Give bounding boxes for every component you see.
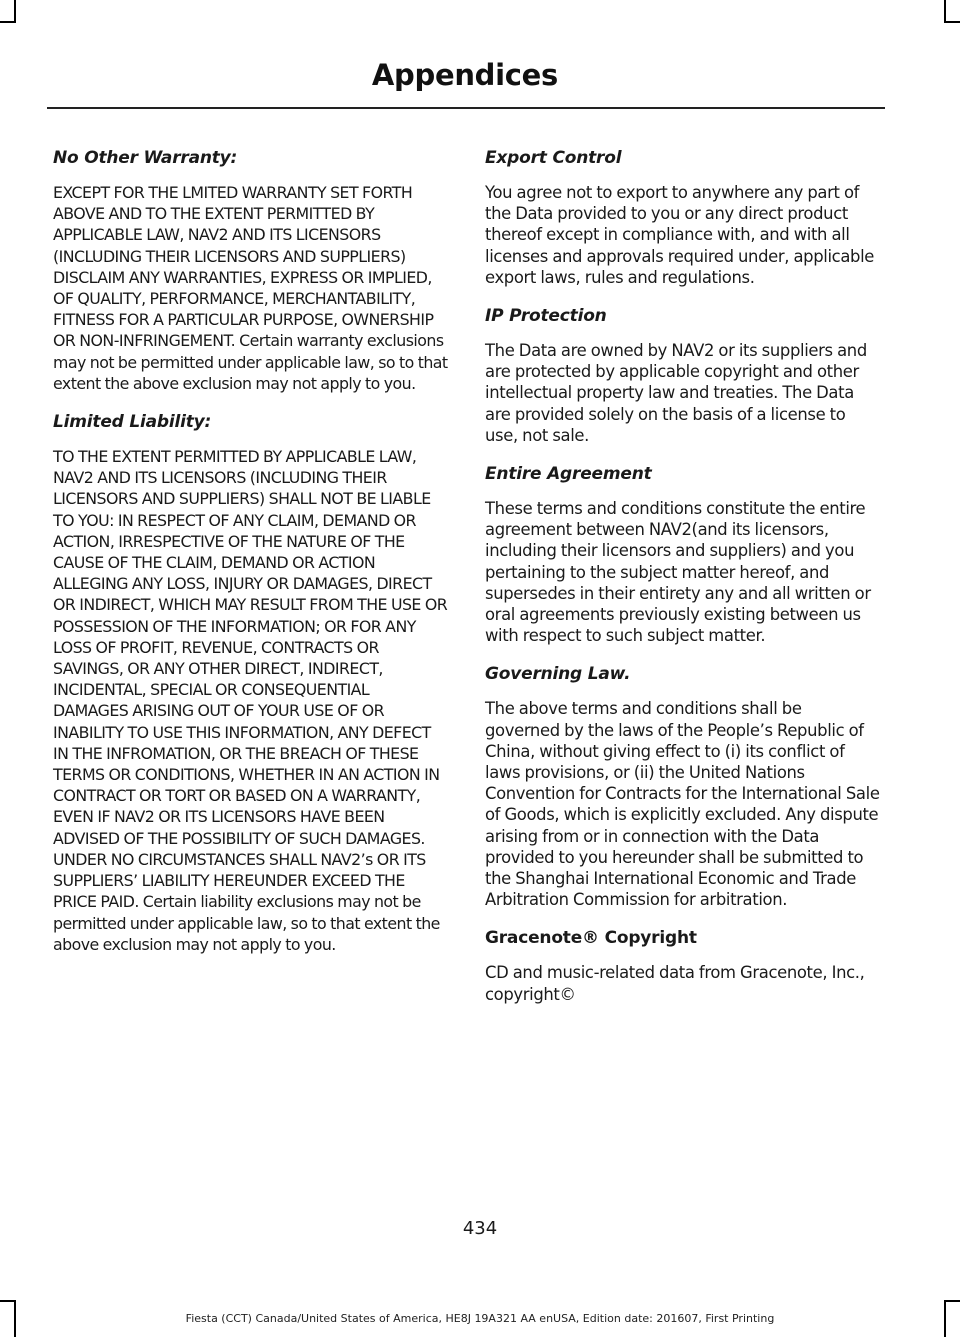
crop-mark bbox=[944, 0, 946, 22]
header-divider bbox=[47, 107, 885, 109]
heading-export-control: Export Control bbox=[485, 148, 622, 168]
heading-entire-agreement: Entire Agreement bbox=[485, 464, 652, 485]
crop-mark bbox=[0, 21, 16, 23]
heading-limited-liability: Limited Liability: bbox=[53, 412, 212, 433]
edition-footer: Fiesta (CCT) Canada/United States of America, HE8J 19A321 AA enUSA, Edition date: 201607, First Printing bbox=[185, 1312, 775, 1325]
paragraph-gracenote-copyright: CD and music-related data from Gracenote, Inc., copyright© bbox=[485, 963, 865, 1004]
heading-governing-law: Governing Law. bbox=[485, 664, 631, 685]
paragraph-export-control: You agree not to export to anywhere any part of the Data provided to you or any direct product thereof except in compliance with, and with all licenses and approvals required under, applicable export laws, rules and regulations. bbox=[485, 183, 875, 287]
right-column bbox=[485, 146, 880, 1021]
heading-ip-protection: IP Protection bbox=[485, 306, 607, 327]
paragraph-governing-law: The above terms and conditions shall be governed by the laws of the People’s Republic of China, without giving effect to (i) its conflict of laws provisions, or (ii) the United Nations Convention for Contracts for the International Sale of Goods, which is explicitly excluded. Any dispute arising from or in connection with the Data provided to you hereunder shall be submitted to the Shanghai International Economic and Trade Arbitration Commission for arbitration. bbox=[485, 699, 880, 910]
paragraph-ip-protection: The Data are owned by NAV2 or its suppliers and are protected by applicable copyright and other intellectual property law and treaties. The Data are provided solely on the basis of a license to use, not sale. bbox=[485, 341, 867, 445]
page-number: 434 bbox=[462, 1218, 498, 1239]
page-title: Appendices bbox=[371, 58, 558, 92]
paragraph-no-other-warranty: EXCEPT FOR THE LMITED WARRANTY SET FORTH ABOVE AND TO THE EXTENT PERMITTED BY APPLICABLE LAW, NAV2 AND ITS LICENSORS (INCLUDING THEIR LICENSORS AND SUPPLIERS) DISCLAIM ANY WARRANTIES, EXPRESS OR IMPLIED, OF QUALITY, PERFORMANCE, MERCHANTABILITY, FITNESS FOR A PARTICULAR PURPOSE, OWNERSHIP OR NON-INFRINGEMENT. Certain warranty exclusions may not be permitted under applicable law, so to that extent the above exclusion may not apply to you. bbox=[53, 183, 448, 393]
crop-mark bbox=[0, 1300, 16, 1302]
left-column bbox=[53, 146, 448, 971]
crop-mark bbox=[944, 21, 960, 23]
paragraph-entire-agreement: These terms and conditions constitute the entire agreement between NAV2(and its licensors, including their licensors and suppliers) and you pertaining to the subject matter hereof, and supersedes in their entirety any and all written or oral agreements previously existing between us with respect to such subject matter. bbox=[485, 499, 871, 646]
heading-gracenote-copyright: Gracenote® Copyright bbox=[485, 928, 697, 949]
paragraph-limited-liability: TO THE EXTENT PERMITTED BY APPLICABLE LAW, NAV2 AND ITS LICENSORS (INCLUDING THEIR LICENSORS AND SUPPLIERS) SHALL NOT BE LIABLE TO YOU: IN RESPECT OF ANY CLAIM, DEMAND OR ACTION, IRRESPECTIVE OF THE NATURE OF THE CAUSE OF THE CLAIM, DEMAND OR ACTION ALLEGING ANY LOSS, INJURY OR DAMAGES, DIRECT OR INDIRECT, WHICH MAY RESULT FROM THE USE OR POSSESSION OF THE INFORMATION; OR FOR ANY LOSS OF PROFIT, REVENUE, CONTRACTS OR SAVINGS, OR ANY OTHER DIRECT, INDIRECT, INCIDENTAL, SPECIAL OR CONSEQUENTIAL DAMAGES ARISING OUT OF YOUR USE OF OR INABILITY TO USE THIS INFORMATION, ANY DEFECT IN THE INFROMATION, OR THE BREACH OF THESE TERMS OR CONDITIONS, WHETHER IN AN ACTION IN CONTRACT OR TORT OR BASED ON A WARRANTY, EVEN IF NAV2 OR ITS LICENSORS HAVE BEEN ADVISED OF THE POSSIBILITY OF SUCH DAMAGES. UNDER NO CIRCUMSTANCES SHALL NAV2’s OR ITS SUPPLIERS’ LIABILITY HEREUNDER EXCEED THE PRICE PAID. Certain liability exclusions may not be permitted under applicable law, so to that extent the above exclusion may not apply to you. bbox=[53, 447, 448, 954]
crop-mark bbox=[14, 0, 16, 22]
crop-mark bbox=[944, 1300, 960, 1302]
heading-no-other-warranty: No Other Warranty: bbox=[53, 148, 238, 168]
